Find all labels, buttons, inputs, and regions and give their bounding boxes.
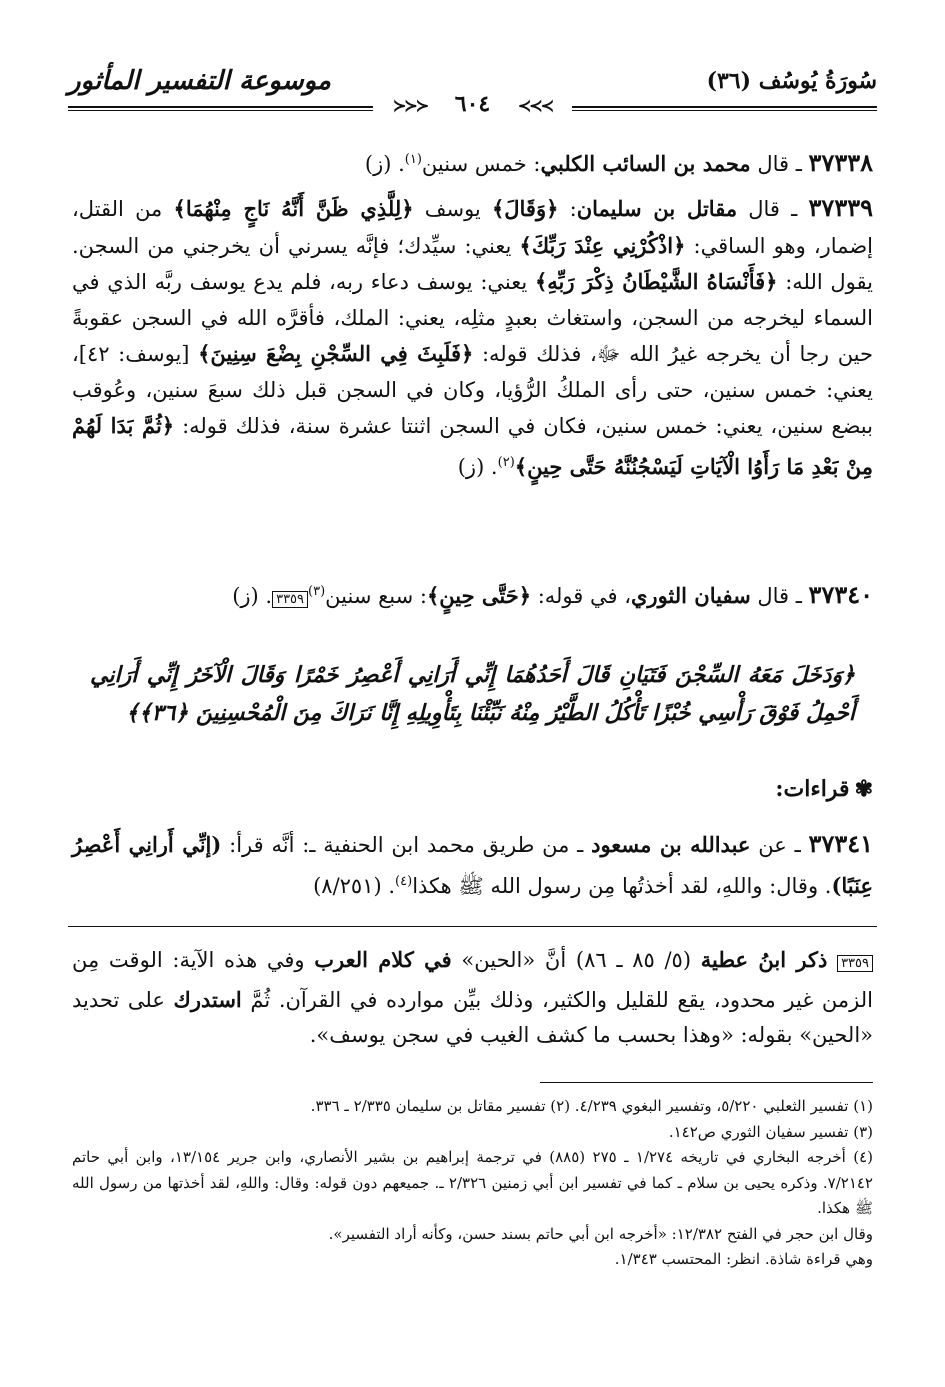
- footnote-ref: (٢): [497, 454, 515, 470]
- entry-number: ٣٧٣٤١: [808, 829, 873, 858]
- entry-number: ٣٧٣٣٩: [808, 193, 873, 222]
- footnote-ref: (١): [404, 152, 422, 167]
- quran-quote: ﴿ثُمَّ بَدَا لَهُمْ مِنْ بَعْدِ مَا رَأَوُا الْآيَاتِ لَيَسْجُنُنَّهُ حَتَّى حِينٍ﴾: [72, 413, 873, 479]
- narrator-name: مقاتل بن سليمان: [576, 196, 738, 221]
- section-title: قراءات:: [775, 776, 850, 802]
- quran-quote: ﴿فَلَبِثَ فِي السِّجْنِ بِضْعَ سِنِينَ﴾: [198, 341, 474, 366]
- footnote-separator: [540, 1082, 873, 1083]
- footnote-ref: (٣): [308, 584, 326, 599]
- entry-37341: ٣٧٣٤١ ـ عن عبدالله بن مسعود ـ من طريق محمد ابن الحنفية ـ: أنَّه قرأ: (إنِّي أَرانِي أَعْصِرُ عِنَبًا). وقال: واللهِ، لقد أخذتُها مِن رسول الله ﷺ هكذا$^{(٤)}$. (٨/٢٥١): [72, 829, 873, 898]
- quran-quote: ﴿وَقَالَ﴾: [491, 196, 559, 221]
- entry-37338: ٣٧٣٣٨ ـ قال محمد بن السائب الكلبي: خمس سنين$^{(١)}$. (ز): [364, 148, 873, 177]
- footnote-line: وقال ابن حجر في الفتح ١٢/٣٨٢: «أخرجه ابن أبي حاتم بسند حسن، وكأنه أراد التفسير».: [328, 1224, 873, 1243]
- footnote-line: (١) تفسير الثعلبي ٥/٢٢٠، وتفسير البغوي ٤/٢٣٩. (٢) تفسير مقاتل بن سليمان ٢/٣٣٥ ـ ٣٣٦.: [310, 1097, 873, 1115]
- ayah-block: [90, 656, 855, 732]
- entry-37339: ٣٧٣٣٩ ـ قال مقاتل بن سليمان: ﴿وَقَالَ﴾ يوسف ﴿لِلَّذِي ظَنَّ أَنَّهُ نَاجٍ مِنْهُمَا﴾ من القتل، إضمار، وهو الساقي: ﴿اذْكُرْنِي عِنْدَ رَبِّكَ﴾ يعني: سيِّدك؛ فإنَّه يسرني أن يخرجني من السجن. يقول الله: ﴿فَأَنْسَاهُ الشَّيْطَانُ ذِكْرَ رَبِّهِ﴾ يعني: يوسف دعاء ربه، فلم يدع يوسف ربَّه الذي في السماء ليخرجه من السجن، واستغاث بعبدٍ مثلِه، يعني: الملك، فأقرَّه الله في السجن عقوبةً حين رجا أن يخرجه غيرُ الله ﷻ، فذلك قوله: ﴿فَلَبِثَ فِي السِّجْنِ بِضْعَ سِنِينَ﴾ [يوسف: ٤٢]، يعني: خمس سنين، حتى رأى الملكُ الرُّؤيا، وكان في السجن قبل ذلك سبعَ سنين، وعُوقب ببضع سنين، يعني: خمس سنين، فكان في السجن اثنتا عشرة سنة، فذلك قوله: ﴿ثُمَّ بَدَا لَهُمْ مِنْ بَعْدِ مَا رَأَوُا الْآيَاتِ لَيَسْجُنُنَّهُ حَتَّى حِينٍ﴾$^{(٢)}$. (ز): [72, 193, 873, 479]
- quran-quote: ﴿فَأَنْسَاهُ الشَّيْطَانُ ذِكْرَ رَبِّهِ﴾: [534, 269, 778, 294]
- narrator-name: محمد بن السائب الكلبي: [540, 151, 751, 176]
- footnote-line: (٣) تفسير سفيان الثوري ص١٤٢.: [668, 1122, 873, 1141]
- entry-number: ٣٧٣٣٨: [808, 148, 873, 177]
- ornament-right-icon: ≺≺≺: [508, 96, 562, 115]
- page-number-row: [0, 91, 945, 117]
- quran-quote: ﴿اذْكُرْنِي عِنْدَ رَبِّكَ﴾: [519, 232, 686, 258]
- ayah-text: ﴿وَدَخَلَ مَعَهُ السِّجْنَ فَتَيَانِ قَالَ أَحَدُهُمَا إِنِّي أَرَانِي أَعْصِرُ خَمْرًا وَقَالَ الْآخَرُ إِنِّي أَرَانِي أَحْمِلُ فَوْقَ رَأْسِي خُبْزًا تَأْكُلُ الطَّيْرُ مِنْهُ نَبِّئْنَا بِتَأْوِيلِهِ إِنَّا نَرَاكَ مِنَ الْمُحْسِنِينَ ﴿٣٦﴾﴾: [90, 662, 855, 726]
- section-heading: [72, 776, 873, 802]
- qiraat-quote: (إنِّي أَرانِي أَعْصِرُ عِنَبًا): [72, 832, 873, 898]
- book-title: موسوعة التفسير المأثور: [68, 66, 331, 96]
- ornament-left-icon: ≻≻≻: [383, 96, 437, 115]
- footnote-ref: (٤): [395, 873, 413, 889]
- footnotes: [72, 1094, 873, 1273]
- narrator-name: سفيان الثوري: [630, 583, 751, 608]
- quran-quote: ﴿حَتَّى حِينٍ﴾: [426, 583, 532, 608]
- footnote-line: وهي قراءة شاذة. انظر: المحتسب ١/٣٤٣.: [614, 1250, 873, 1268]
- entry-37340: ٣٧٣٤٠ ـ قال سفيان الثوري، في قوله: ﴿حَتَّى حِينٍ﴾: سبع سنين$^{(٣)}$٣٣٥٩. (ز): [232, 580, 873, 609]
- page-number: ٦٠٤: [445, 91, 500, 117]
- entry-number: ٣٧٣٤٠: [808, 580, 873, 609]
- commentary-ref-tag: ٣٣٥٩: [272, 591, 308, 608]
- narrator-name: عبدالله بن مسعود: [591, 832, 751, 857]
- footnote-line: (٤) أخرجه البخاري في تاريخه ١/٢٧٤ ـ ٢٧٥ (٨٨٥) في ترجمة إبراهيم بن بشير الأنصاري، وابن جرير ١٣/١٥٤، وابن أبي حاتم ٧/٢١٤٢. وذكره يحيى بن سلام ـ كما في تفسير ابن أبي زمنين ٢/٣٢٦ ـ. جميعهم دون قوله: وقال: واللهِ، لقد أخذتها من رسول الله ﷺ هكذا.: [72, 1148, 873, 1217]
- commentary-separator: [68, 926, 877, 927]
- flower-ornament-icon: ✾: [854, 776, 873, 802]
- surah-title: سُورَةُ يُوسُف (٣٦): [706, 68, 877, 94]
- commentary-block: ٣٣٥٩ ذكر ابنُ عطية (٥/ ٨٥ ـ ٨٦) أنَّ «الحين» في كلام العرب وفي هذه الآية: الوقت مِن الزمن غير محدود، يقع للقليل والكثير، وذلك بيِّن موارده في القرآن. ثُمَّ استدرك على تحديد «الحين» بقوله: «وهذا بحسب ما كشف الغيب في سجن يوسف».: [72, 947, 873, 1047]
- quran-quote: ﴿لِلَّذِي ظَنَّ أَنَّهُ نَاجٍ مِنْهُمَا﴾: [173, 196, 414, 221]
- commentary-tag: ٣٣٥٩: [837, 955, 873, 972]
